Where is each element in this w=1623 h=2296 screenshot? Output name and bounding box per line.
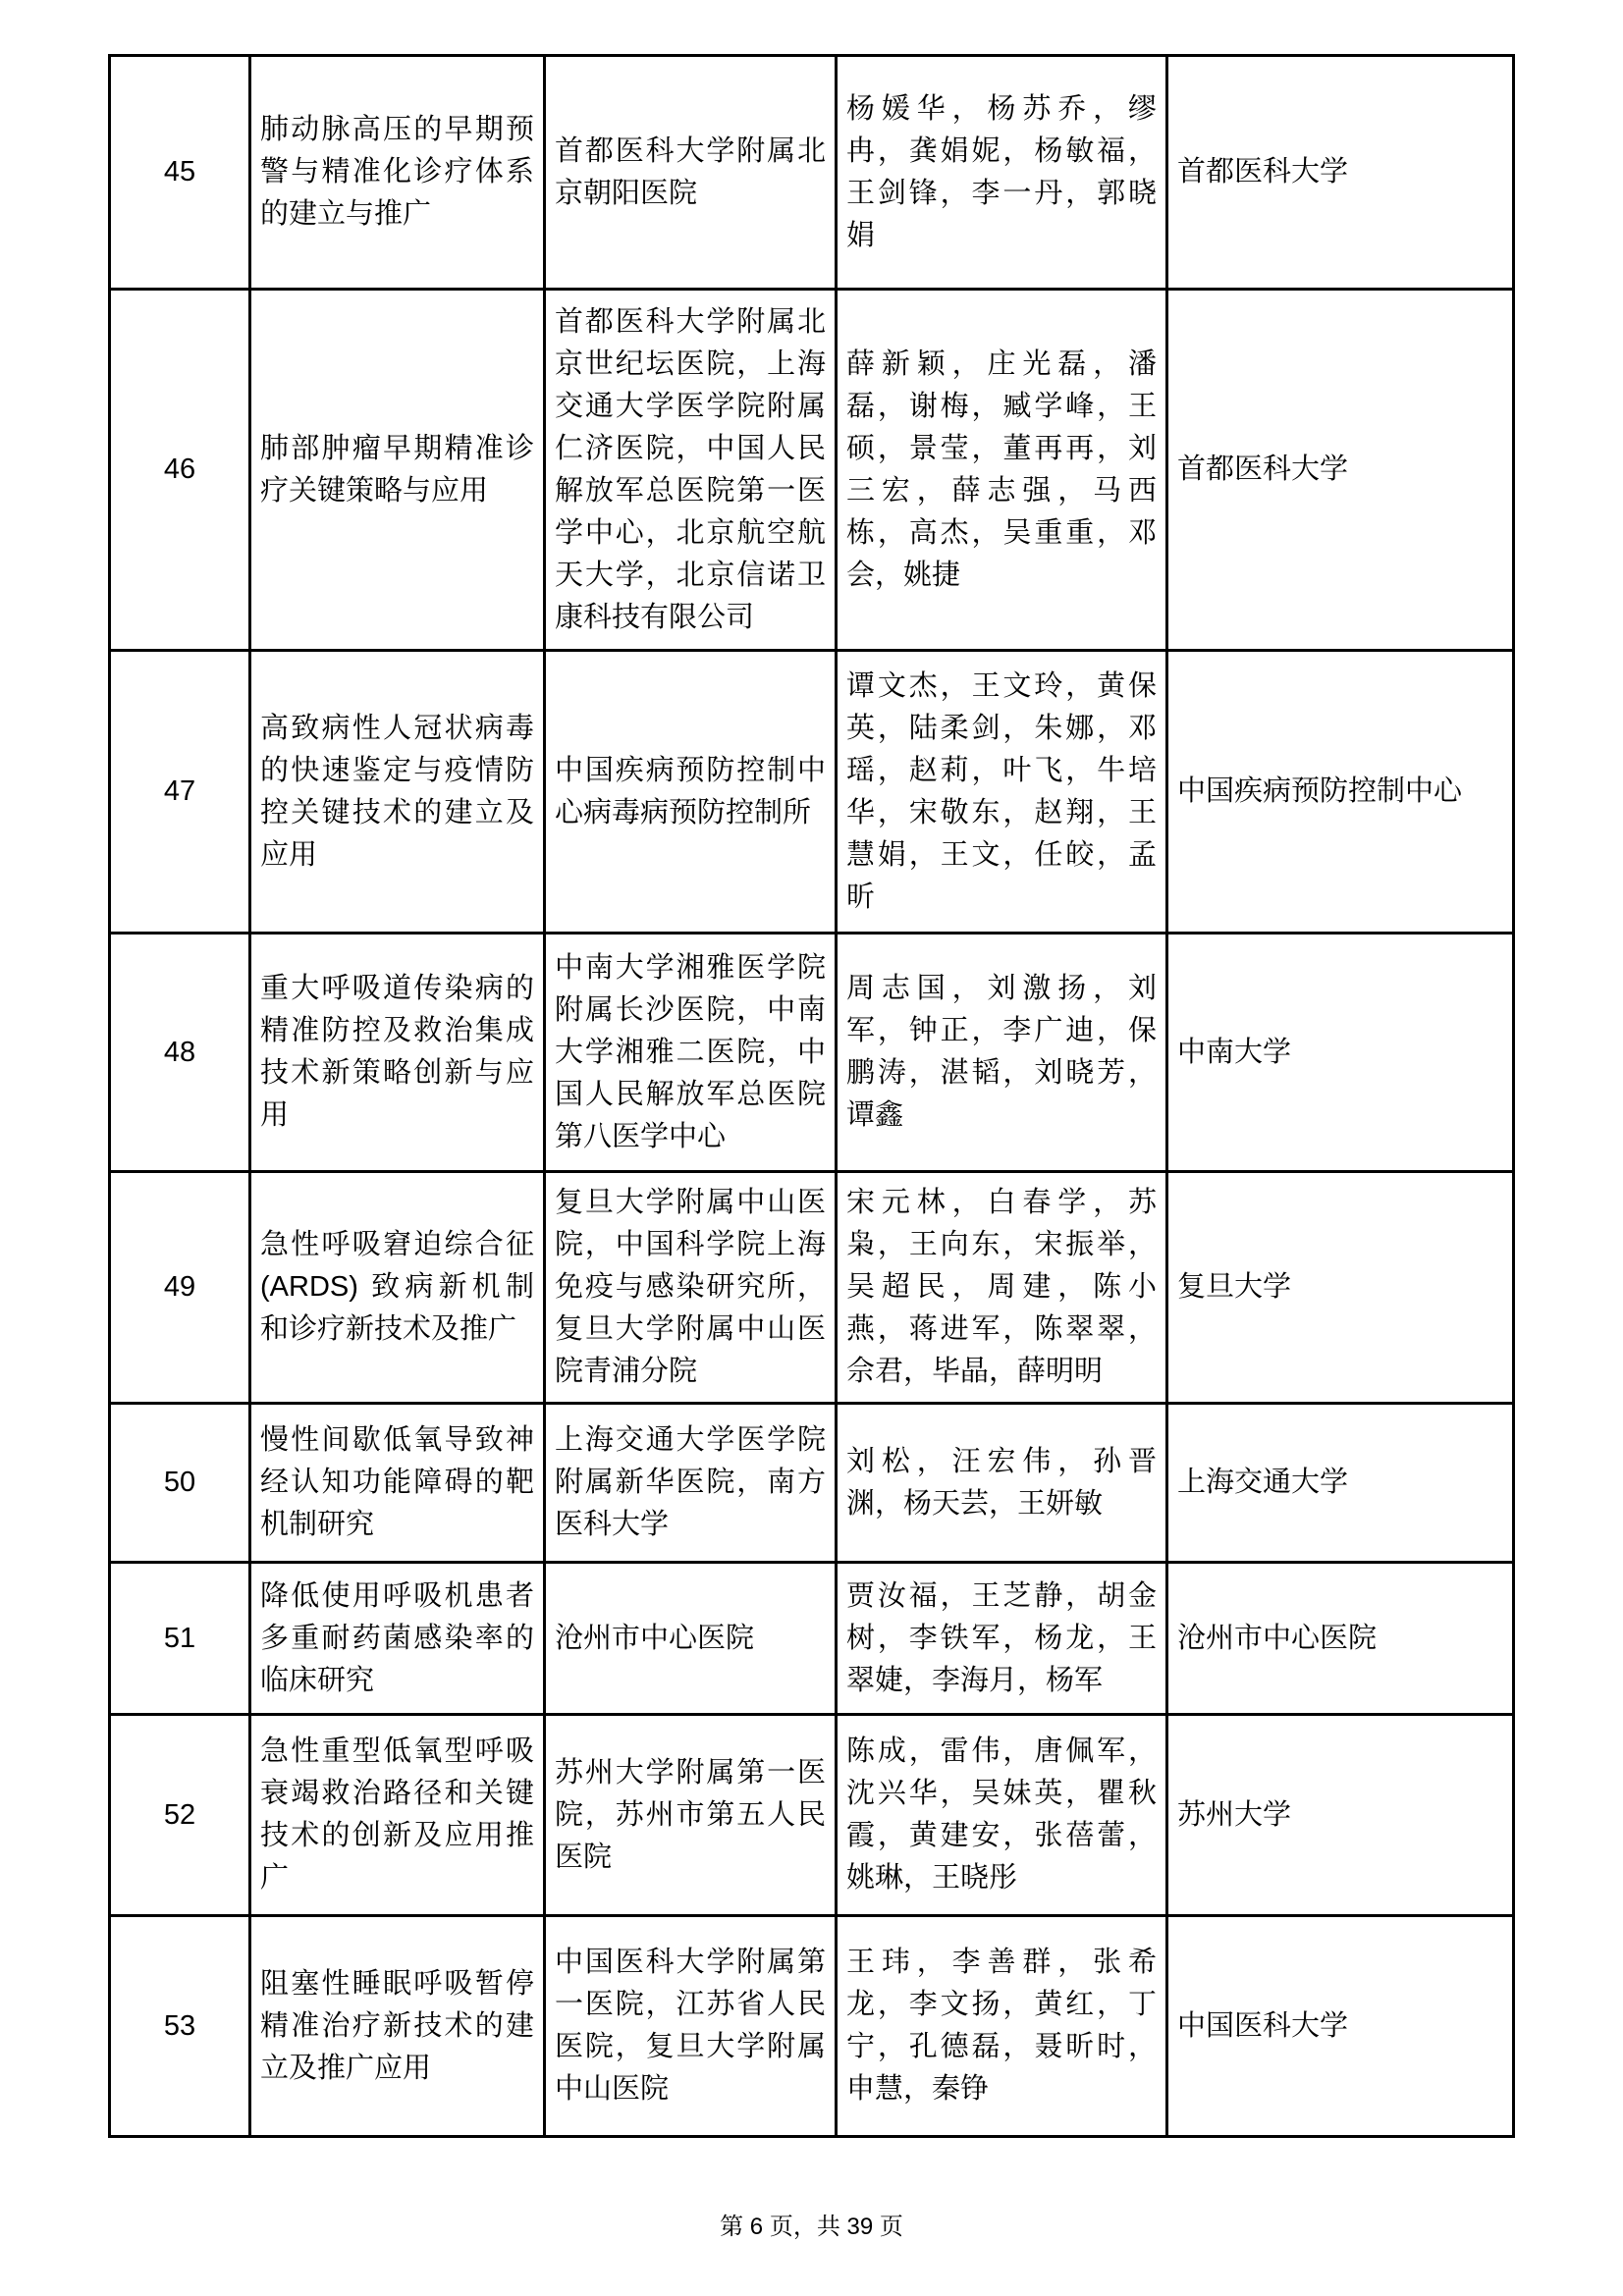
recommending-organization: 中国疾病预防控制中心 [1167, 651, 1514, 934]
completing-institutions: 中国疾病预防控制中心病毒病预防控制所 [545, 651, 837, 934]
row-number: 53 [110, 1916, 250, 2137]
project-title: 慢性间歇低氧导致神经认知功能障碍的靶机制研究 [250, 1404, 545, 1563]
project-title: 急性呼吸窘迫综合征(ARDS) 致病新机制和诊疗新技术及推广 [250, 1172, 545, 1404]
contributors: 宋元林，白春学，苏枭，王向东，宋振举，吴超民，周建，陈小燕，蒋进军，陈翠翠，佘君，毕晶，薛明明 [837, 1172, 1167, 1404]
completing-institutions: 复旦大学附属中山医院，中国科学院上海免疫与感染研究所，复旦大学附属中山医院青浦分院 [545, 1172, 837, 1404]
row-number: 46 [110, 290, 250, 651]
table-row [110, 56, 1514, 290]
completing-institutions: 苏州大学附属第一医院，苏州市第五人民医院 [545, 1715, 837, 1916]
recommending-organization: 复旦大学 [1167, 1172, 1514, 1404]
contributors: 谭文杰，王文玲，黄保英，陆柔剑，朱娜，邓瑶，赵莉，叶飞，牛培华，宋敬东，赵翔，王慧娟，王文，任皎，孟昕 [837, 651, 1167, 934]
contributors: 陈成，雷伟，唐佩军，沈兴华，吴妹英，瞿秋霞，黄建安，张蓓蕾，姚琳，王晓彤 [837, 1715, 1167, 1916]
project-title: 重大呼吸道传染病的精准防控及救治集成技术新策略创新与应用 [250, 934, 545, 1172]
table-row [110, 1172, 1514, 1404]
row-number: 52 [110, 1715, 250, 1916]
table-row [110, 934, 1514, 1172]
project-title: 阻塞性睡眠呼吸暂停精准治疗新技术的建立及推广应用 [250, 1916, 545, 2137]
row-number: 48 [110, 934, 250, 1172]
project-title: 急性重型低氧型呼吸衰竭救治路径和关键技术的创新及应用推广 [250, 1715, 545, 1916]
contributors: 杨媛华，杨苏乔，缪冉，龚娟妮，杨敏福，王剑锋，李一丹，郭晓娟 [837, 56, 1167, 290]
recommending-organization: 沧州市中心医院 [1167, 1563, 1514, 1715]
table-row [110, 1563, 1514, 1715]
row-number: 51 [110, 1563, 250, 1715]
contributors: 贾汝福，王芝静，胡金树，李铁军，杨龙，王翠婕，李海月，杨军 [837, 1563, 1167, 1715]
contributors: 王玮，李善群，张希龙，李文扬，黄红，丁宁，孔德磊，聂昕时，申慧，秦铮 [837, 1916, 1167, 2137]
table-row [110, 290, 1514, 651]
recommending-organization: 首都医科大学 [1167, 290, 1514, 651]
completing-institutions: 中国医科大学附属第一医院，江苏省人民医院，复旦大学附属中山医院 [545, 1916, 837, 2137]
contributors: 周志国，刘激扬，刘军，钟正，李广迪，保鹏涛，湛韬，刘晓芳，谭鑫 [837, 934, 1167, 1172]
page-number-footer: 第 6 页，共 39 页 [720, 2214, 903, 2240]
completing-institutions: 首都医科大学附属北京世纪坛医院，上海交通大学医学院附属仁济医院，中国人民解放军总医院第一医学中心，北京航空航天大学，北京信诺卫康科技有限公司 [545, 290, 837, 651]
row-number: 49 [110, 1172, 250, 1404]
completing-institutions: 中南大学湘雅医学院附属长沙医院，中南大学湘雅二医院，中国人民解放军总医院第八医学中心 [545, 934, 837, 1172]
projects-table [108, 54, 1515, 2138]
recommending-organization: 中国医科大学 [1167, 1916, 1514, 2137]
project-title: 肺动脉高压的早期预警与精准化诊疗体系的建立与推广 [250, 56, 545, 290]
project-title: 高致病性人冠状病毒的快速鉴定与疫情防控关键技术的建立及应用 [250, 651, 545, 934]
row-number: 47 [110, 651, 250, 934]
recommending-organization: 上海交通大学 [1167, 1404, 1514, 1563]
table-row [110, 1916, 1514, 2137]
completing-institutions: 上海交通大学医学院附属新华医院，南方医科大学 [545, 1404, 837, 1563]
recommending-organization: 苏州大学 [1167, 1715, 1514, 1916]
table-row [110, 1404, 1514, 1563]
table-row [110, 651, 1514, 934]
recommending-organization: 中南大学 [1167, 934, 1514, 1172]
contributors: 刘松，汪宏伟，孙晋渊，杨天芸，王妍敏 [837, 1404, 1167, 1563]
project-title: 降低使用呼吸机患者多重耐药菌感染率的临床研究 [250, 1563, 545, 1715]
table-row [110, 1715, 1514, 1916]
contributors: 薛新颖，庄光磊，潘磊，谢梅，臧学峰，王硕，景莹，董再再，刘三宏，薛志强，马西栋，高杰，吴重重，邓会，姚捷 [837, 290, 1167, 651]
row-number: 50 [110, 1404, 250, 1563]
recommending-organization: 首都医科大学 [1167, 56, 1514, 290]
row-number: 45 [110, 56, 250, 290]
completing-institutions: 首都医科大学附属北京朝阳医院 [545, 56, 837, 290]
completing-institutions: 沧州市中心医院 [545, 1563, 837, 1715]
project-title: 肺部肿瘤早期精准诊疗关键策略与应用 [250, 290, 545, 651]
